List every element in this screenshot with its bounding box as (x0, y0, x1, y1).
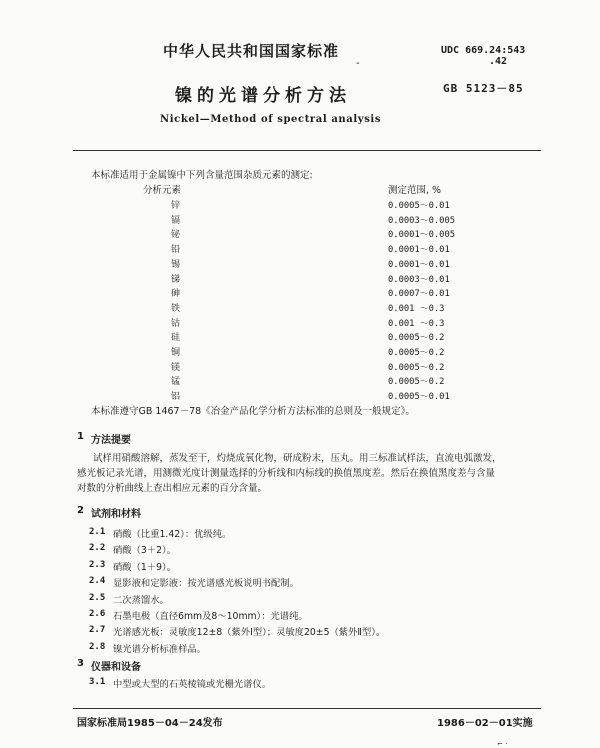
stray-mark: ⌐ · (497, 740, 508, 748)
section-1-line: 对数的分析曲线上查出相应元素的百分含量。 (77, 483, 268, 494)
udc-code: UDC 669.24:543 (441, 45, 526, 56)
table-cell-element: 锡 (171, 259, 181, 270)
table-cell-range: 0.0001～0.01 (388, 245, 450, 256)
item-number: 2.2 (89, 543, 106, 554)
table-cell-range: 0.001 ～0.3 (388, 303, 445, 314)
item-text: 硝酸（比重1.42）：优级纯。 (113, 529, 232, 540)
col-header-element: 分析元素 (143, 185, 182, 196)
item-number: 2.6 (89, 609, 106, 619)
section-1-line: 感光板记录光谱，用测微光度计测量选择的分析线和内标线的换值黑度差。然后在换值黑度差与含量 (77, 468, 496, 479)
table-cell-element: 砷 (171, 289, 181, 300)
section-1-line: 试样用硝酸溶解，蒸发至干，灼烧成氧化物，研成粉末，压丸。用三标准试样法，直流电弧激发， (93, 453, 502, 464)
item-text: 硝酸（1＋9）。 (113, 561, 176, 573)
udc-code-cont: .42 (489, 56, 508, 67)
section-3-title: 仪器和设备 (91, 662, 141, 673)
item-number: 3.1 (89, 677, 106, 687)
item-number: 2.3 (89, 559, 106, 570)
table-cell-range: 0.0005～0.2 (388, 333, 445, 344)
table-cell-range: 0.0003～0.01 (388, 274, 450, 285)
table-cell-element: 硅 (171, 333, 181, 344)
table-cell-range: 0.0001～0.005 (388, 230, 456, 241)
table-cell-element: 铜 (171, 348, 181, 358)
table-cell-element: 镁 (171, 362, 181, 373)
item-number: 2.4 (89, 576, 106, 587)
item-text: 中型或大型的石英棱镜或光栅光谱仪。 (113, 679, 272, 690)
stray-mark: ‐ (356, 58, 360, 69)
gb-number: GB 5123－85 (443, 82, 524, 95)
table-cell-element: 锌 (171, 201, 181, 211)
section-1-number: 1 (77, 431, 84, 442)
section-1-title: 方法提要 (91, 435, 131, 446)
item-text: 显影液和定影液：按光谱感光板说明书配制。 (113, 578, 299, 590)
table-cell-range: 0.001 ～0.3 (388, 318, 445, 329)
table-cell-range: 0.0007～0.01 (388, 289, 450, 300)
table-cell-element: 铋 (171, 230, 181, 241)
title-cn: 镍的光谱分析方法 (175, 86, 351, 106)
table-cell-element: 锰 (171, 377, 181, 388)
section-2-number: 2 (77, 505, 84, 516)
scope-intro: 本标准适用于金属镍中下列含量范围杂质元素的测定: (91, 170, 313, 181)
col-header-range: 测定范围, % (388, 185, 442, 196)
item-text: 石墨电极（直径6mm及8～10mm）：光谱纯。 (113, 611, 308, 622)
section-2-title: 试剂和材料 (91, 509, 141, 520)
item-text: 硝酸（3＋2）。 (113, 545, 176, 557)
table-cell-element: 铁 (171, 303, 181, 314)
title-en: Nickel—Method of spectral analysis (160, 114, 382, 125)
table-cell-element: 铅 (171, 245, 181, 256)
item-text: 镍光谱分析标准样品。 (113, 643, 206, 655)
item-text: 光谱感光板：灵敏度12±8（紫外Ⅰ型）；灵敏度20±5（紫外Ⅱ型）。 (113, 627, 386, 639)
effective-date: 1986－02－01实施 (437, 718, 533, 729)
table-cell-range: 0.0003～0.005 (388, 215, 456, 226)
table-cell-range: 0.0005～0.2 (388, 362, 445, 373)
bottom-rule (73, 708, 541, 709)
table-cell-element: 锑 (171, 274, 181, 285)
table-cell-range: 0.0005～0.01 (388, 201, 450, 211)
issued-date: 国家标准局1985－04－24发布 (77, 718, 223, 729)
table-cell-range: 0.0005～0.01 (388, 392, 450, 403)
table-cell-range: 0.0005～0.2 (388, 377, 445, 388)
item-number: 2.7 (89, 625, 106, 636)
top-rule (73, 150, 541, 151)
table-cell-element: 镉 (171, 215, 181, 226)
scope-reference: 本标准遵守GB 1467－78《冶金产品化学分析方法标准的总则及一般规定》。 (91, 406, 415, 417)
table-cell-element: 钴 (171, 318, 181, 329)
standard-org: 中华人民共和国国家标准 (163, 42, 340, 60)
section-3-number: 3 (77, 658, 84, 669)
table-cell-element: 铝 (171, 392, 181, 403)
item-text: 二次蒸馏水。 (113, 594, 169, 606)
table-cell-range: 0.0001～0.01 (388, 259, 450, 270)
item-number: 2.5 (89, 592, 106, 603)
item-number: 2.8 (89, 641, 106, 652)
item-number: 2.1 (89, 527, 106, 537)
table-cell-range: 0.0005～0.2 (388, 348, 445, 358)
